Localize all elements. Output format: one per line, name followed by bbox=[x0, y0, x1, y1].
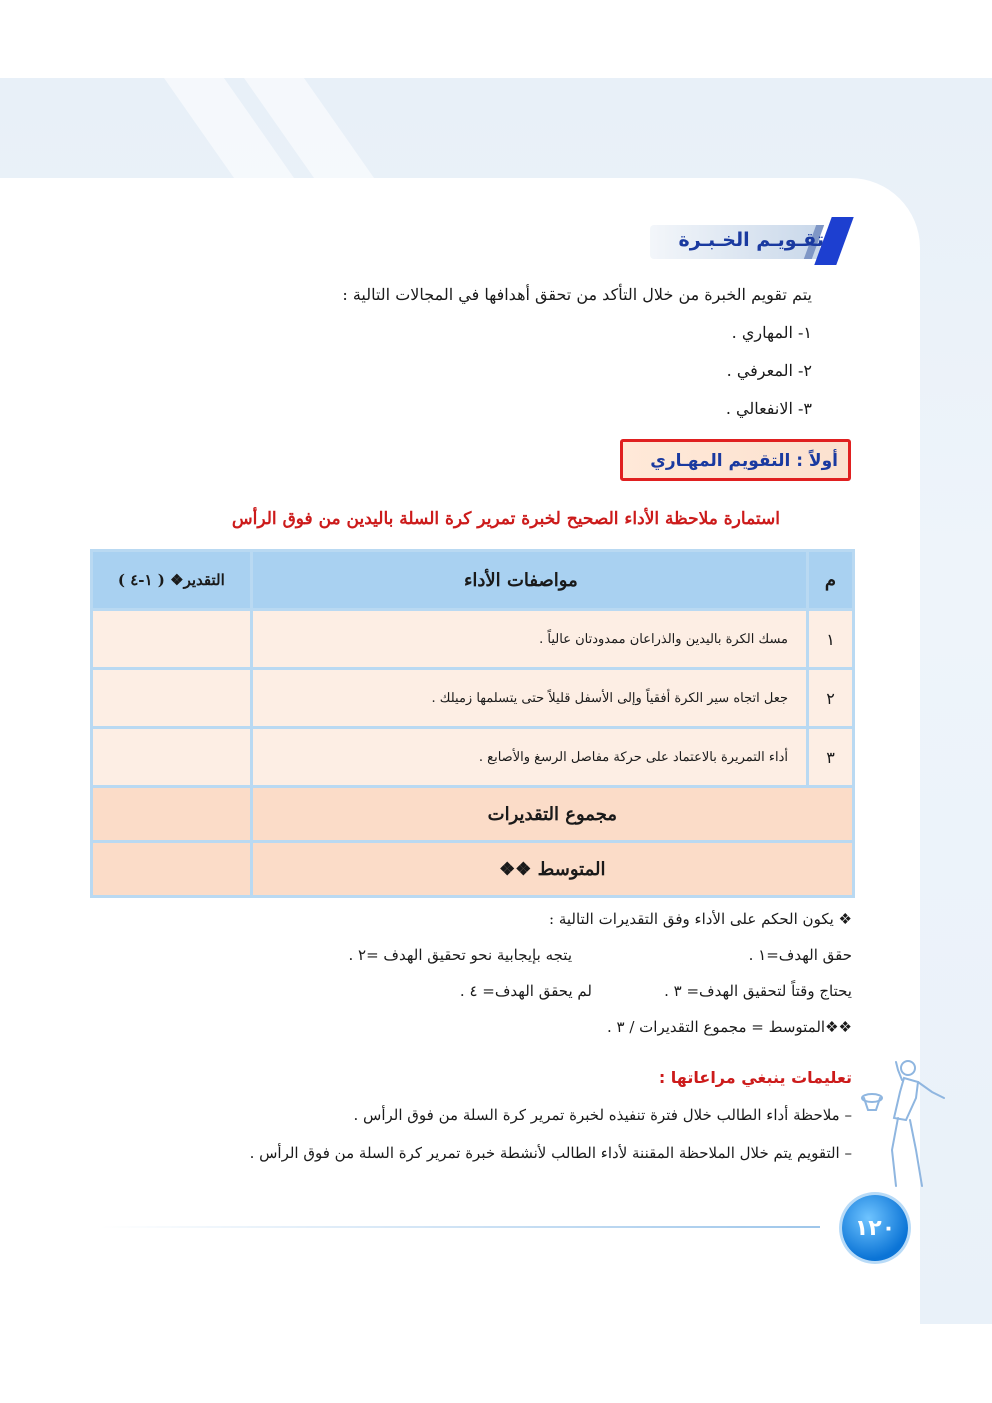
grade-3: يحتاج وقتاً لتحقيق الهدف= ٣ . bbox=[664, 982, 852, 1000]
domain-item: ١- المهاري . bbox=[731, 323, 812, 342]
page-title: تقـويـم الخـبـرة bbox=[678, 229, 824, 251]
row-score-cell[interactable] bbox=[92, 669, 252, 728]
header-score: التقدير❖ ( ١-٤ ) bbox=[92, 551, 252, 610]
table-row bbox=[92, 610, 854, 669]
table-header-row bbox=[92, 551, 854, 610]
section-title-box bbox=[620, 439, 851, 481]
grade-2: يتجه بإيجابية نحو تحقيق الهدف =٢ . bbox=[348, 946, 572, 964]
header-num: م bbox=[808, 551, 854, 610]
average-label: المتوسط ❖❖ bbox=[251, 842, 853, 897]
form-title: استمارة ملاحظة الأداء الصحيح لخبرة تمرير كرة السلة باليدين من فوق الرأس bbox=[231, 509, 780, 529]
table-row bbox=[92, 669, 854, 728]
instruction-item: – ملاحظة أداء الطالب خلال فترة تنفيذه لخبرة تمرير كرة السلة من فوق الرأس . bbox=[353, 1106, 852, 1124]
row-score-cell[interactable] bbox=[92, 728, 252, 787]
domain-item: ٢- المعرفي . bbox=[726, 361, 812, 380]
row-desc: جعل اتجاه سير الكرة أفقياً وإلى الأسفل قليلاً حتى يتسلمها زميلك . bbox=[251, 669, 807, 728]
evaluation-table bbox=[90, 549, 855, 898]
footer-line bbox=[100, 1226, 820, 1228]
instructions-title: تعليمات ينبغي مراعاتها : bbox=[658, 1068, 852, 1087]
sum-label: مجموع التقديرات bbox=[251, 787, 853, 842]
grade-1: حقق الهدف=١ . bbox=[748, 946, 852, 964]
row-desc: أداء التمريرة بالاعتماد على حركة مفاصل الرسغ والأصابع . bbox=[251, 728, 807, 787]
average-value-cell[interactable] bbox=[92, 842, 252, 897]
judgement-note: ❖ يكون الحكم على الأداء وفق التقديرات التالية : bbox=[549, 910, 852, 928]
section-title: أولاً : التقويم المهـاري bbox=[650, 451, 838, 471]
intro-text: يتم تقويم الخبرة من خلال التأكد من تحقق أهدافها في المجالات التالية : bbox=[342, 285, 812, 304]
row-num: ٣ bbox=[808, 728, 854, 787]
sum-row bbox=[92, 787, 854, 842]
sum-value-cell[interactable] bbox=[92, 787, 252, 842]
row-desc: مسك الكرة باليدين والذراعان ممدودتان عالياً . bbox=[251, 610, 807, 669]
header-desc: مواصفات الأداء bbox=[251, 551, 807, 610]
domain-item: ٣- الانفعالي . bbox=[725, 399, 812, 418]
section-header-banner bbox=[640, 217, 855, 265]
average-row bbox=[92, 842, 854, 897]
row-num: ٢ bbox=[808, 669, 854, 728]
row-score-cell[interactable] bbox=[92, 610, 252, 669]
grade-4: لم يحقق الهدف= ٤ . bbox=[459, 982, 592, 1000]
basketball-player-icon bbox=[858, 1058, 958, 1198]
instruction-item: – التقويم يتم خلال الملاحظة المقننة لأداء الطالب لأنشطة خبرة تمرير كرة السلة من فوق الرأس . bbox=[249, 1144, 852, 1162]
row-num: ١ bbox=[808, 610, 854, 669]
average-formula: ❖❖المتوسط = مجموع التقديرات / ٣ . bbox=[606, 1018, 852, 1036]
page-number: ١٢٠ bbox=[842, 1195, 908, 1261]
table-row bbox=[92, 728, 854, 787]
